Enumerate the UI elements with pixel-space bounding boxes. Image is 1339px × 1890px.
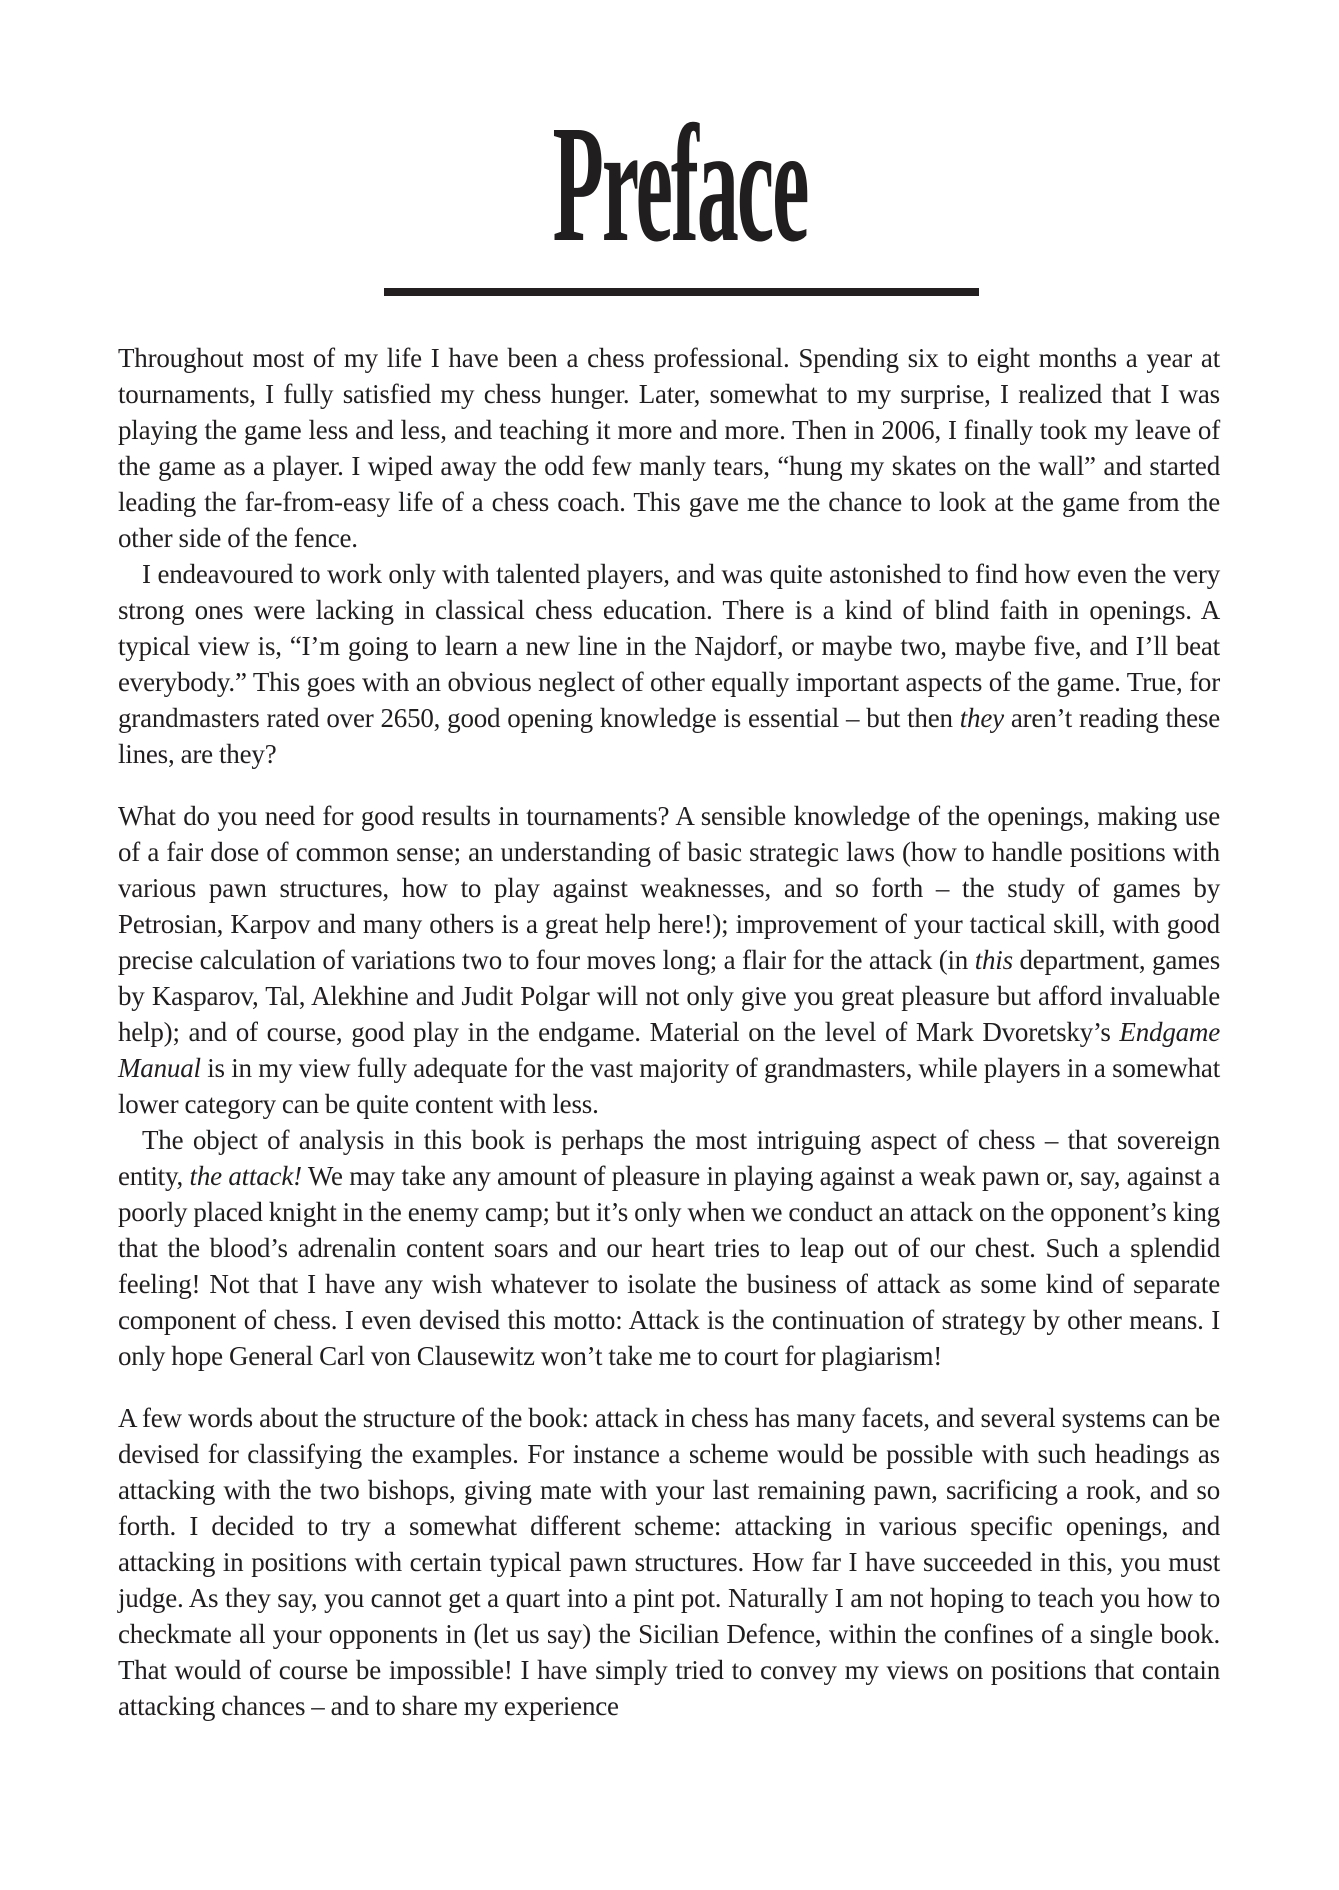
text-run: aren’t reading these lines, are they? xyxy=(118,703,1220,769)
paragraph xyxy=(118,1122,1220,1374)
text-run: A few words about the structure of the book: attack in chess has many facets, and several systems can be devised for classifying the examples. For instance a scheme would be possible with such headings as attacking with the two bishops, giving mate with your last remaining pawn, sacrificing a rook, and so forth. I decided to try a somewhat different scheme: attacking in various specific openings, and attacking in positions with certain typical pawn structures. How far I have succeeded in this, you must judge. As they say, you cannot get a quart into a pint pot. Naturally I am not hoping to teach you how to checkmate all your opponents in (let us say) the Sicilian Defence, within the confines of a single book. That would of course be impossible! I have simply tried to convey my views on positions that contain attacking chances – and to share my experience xyxy=(118,1403,1220,1721)
paragraph xyxy=(118,1400,1220,1724)
paragraph xyxy=(118,340,1220,556)
text-run: department, games by Kasparov, Tal, Alekhine and Judit Polgar will not only give you great pleasure but afford invaluable help); and of course, good play in the endgame. Material on the level of Mark Dvoretsky’s xyxy=(118,945,1221,1047)
text-run: The object of analysis in this book is perhaps the most intriguing aspect of chess – that sovereign entity, xyxy=(118,1125,1220,1191)
italic-text-run: the attack! xyxy=(189,1161,302,1191)
text-run: We may take any amount of pleasure in playing against a weak pawn or, say, against a poorly placed knight in the enemy camp; but it’s only when we conduct an attack on the opponent’s king that the blood’s adrenalin content soars and our heart tries to leap out of our chest. Such a splendid feeling! Not that I have any wish whatever to isolate the business of attack as some kind of separate component of chess. I even devised this motto: Attack is the continuation of strategy by other means. I only hope General Carl von Clausewitz won’t take me to court for plagiarism! xyxy=(118,1161,1220,1371)
text-run: I endeavoured to work only with talented players, and was quite astonished to find how even the very strong ones were lacking in classical chess education. There is a kind of blind faith in openings. A typical view is, “I’m going to learn a new line in the Najdorf, or maybe two, maybe five, and I’ll beat everybody.” This goes with an obvious neglect of other equally important aspects of the game. True, for grandmasters rated over 2650, good opening knowledge is essential – but then xyxy=(118,559,1220,733)
italic-text-run: they xyxy=(959,703,1004,733)
italic-text-run: Endgame Manual xyxy=(118,1017,1220,1083)
text-run: is in my view fully adequate for the vast majority of grandmasters, while players in a somewhat lower category can be quite content with less. xyxy=(118,1053,1220,1119)
title-rule xyxy=(384,288,979,296)
paragraph xyxy=(118,556,1220,772)
preface-body xyxy=(118,340,1220,1724)
page-title: Preface xyxy=(552,91,808,277)
italic-text-run: this xyxy=(974,945,1013,975)
text-run: What do you need for good results in tournaments? A sensible knowledge of the openings, making use of a fair dose of common sense; an understanding of basic strategic laws (how to handle positions with various pawn structures, how to play against weaknesses, and so forth – the study of games by Petrosian, Karpov and many others is a great help here!); improvement of your tactical skill, with good precise calculation of variations two to four moves long; a flair for the attack (in xyxy=(118,801,1220,975)
text-run: Throughout most of my life I have been a chess professional. Spending six to eight months a year at tournaments, I fully satisfied my chess hunger. Later, somewhat to my surprise, I realized that I was playing the game less and less, and teaching it more and more. Then in 2006, I finally took my leave of the game as a player. I wiped away the odd few manly tears, “hung my skates on the wall” and started leading the far-from-easy life of a chess coach. This gave me the chance to look at the game from the other side of the fence. xyxy=(118,343,1220,553)
paragraph xyxy=(118,798,1220,1122)
